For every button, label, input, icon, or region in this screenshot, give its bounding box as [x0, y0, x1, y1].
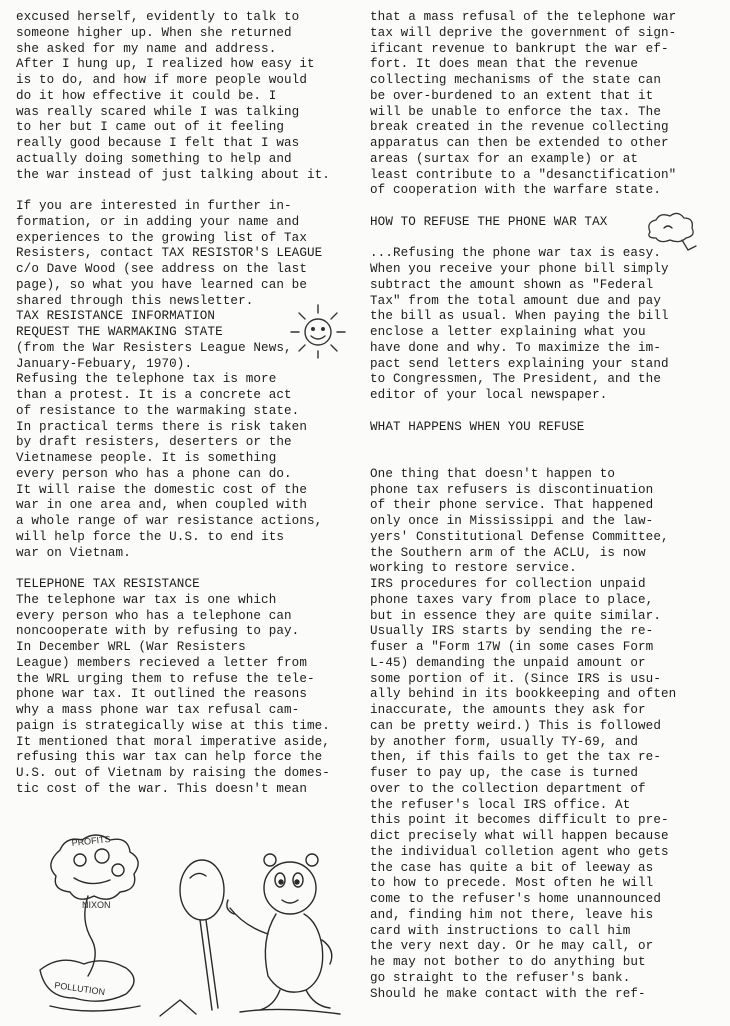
text-line: he may not bother to do anything but	[370, 955, 646, 969]
text-line: paign is strategically wise at this time.	[16, 718, 330, 733]
text-line: every person who has a telephone can	[16, 608, 292, 623]
text-line: every person who has a phone can do.	[16, 466, 292, 481]
text-line: Tax" from the total amount due and pay	[370, 293, 661, 308]
text-line: ...Refusing the phone war tax is easy.	[370, 246, 661, 261]
text-line: by another form, usually TY-69, and	[370, 734, 639, 749]
text-line: she asked for my name and address.	[16, 41, 277, 56]
text-line: U.S. out of Vietnam by raising the domes-	[16, 766, 330, 780]
text-line: the individual colletion agent who gets	[370, 844, 669, 859]
right-column	[370, 10, 722, 1002]
text-line: working to restore service.	[370, 561, 577, 576]
text-line: the case has quite a bit of leeway as	[370, 860, 654, 875]
cartoon-word-profits: PROFITS	[71, 833, 112, 848]
text-line: actually doing something to help and	[16, 151, 292, 166]
text-line: subtract the amount shown as "Federal	[370, 277, 654, 292]
text-line: In practical terms there is risk taken	[16, 419, 307, 434]
text-line: WHAT HAPPENS WHEN YOU REFUSE	[370, 419, 585, 434]
text-line: excused herself, evidently to talk to	[16, 10, 300, 24]
text-line: refusing this war tax can help force the	[16, 750, 323, 765]
text-line: have done and why. To maximize the im-	[370, 340, 661, 355]
text-line: war on Vietnam.	[16, 545, 131, 560]
text-line: pact send letters explaining your stand	[370, 356, 669, 371]
text-line: only once in Mississippi and the law-	[370, 514, 654, 528]
text-line: If you are interested in further in-	[16, 199, 292, 213]
text-line: the bill as usual. When paying the bill	[370, 309, 669, 324]
text-line: be over-burdened to an extent that it	[370, 88, 654, 103]
text-line: ificant revenue to bankrupt the war ef-	[370, 41, 669, 56]
text-line	[16, 183, 366, 199]
text-line: of resistance to the warmaking state.	[16, 403, 300, 418]
text-line: After I hung up, I realized how easy it	[16, 57, 315, 72]
text-line: Resisters, contact TAX RESISTOR'S LEAGUE	[16, 246, 323, 261]
text-line: was really scared while I was talking	[16, 104, 300, 119]
text-line: IRS procedures for collection unpaid	[370, 577, 646, 591]
text-line: Refusing the telephone tax is more	[16, 372, 277, 387]
text-line: really good because I felt that I was	[16, 136, 300, 150]
text-line: the very next day. Or he may call, or	[370, 939, 654, 954]
text-line: When you receive your phone bill simply	[370, 262, 669, 276]
cartoon-word-pollution: POLLUTION	[53, 980, 106, 998]
text-line: go straight to the refuser's bank.	[370, 970, 631, 985]
text-line: tic cost of the war. This doesn't mean	[16, 781, 307, 796]
text-line: by draft resisters, deserters or the	[16, 435, 292, 450]
text-line: HOW TO REFUSE THE PHONE WAR TAX	[370, 214, 608, 229]
left-column	[16, 10, 366, 798]
text-line: The telephone war tax is one which	[16, 592, 277, 607]
text-line: to Congressmen, The President, and the	[370, 372, 661, 387]
text-line: areas (surtax for an example) or at	[370, 151, 639, 166]
text-line: formation, or in adding your name and	[16, 214, 300, 229]
text-line: some portion of it. (Since IRS is usu-	[370, 671, 661, 686]
text-line: phone taxes vary from place to place,	[370, 592, 654, 607]
text-line: fuser a "Form 17W (in some cases Form	[370, 640, 654, 654]
text-line: of cooperation with the warfare state.	[370, 183, 661, 198]
text-line: can be pretty weird.) This is followed	[370, 718, 661, 733]
text-line: over to the collection department of	[370, 781, 646, 796]
cloud-doodle-icon	[642, 210, 702, 254]
text-line: January-Febuary, 1970).	[16, 356, 193, 371]
text-line: shared through this newsletter.	[16, 293, 254, 308]
text-line	[16, 561, 366, 577]
text-line: Should he make contact with the ref-	[370, 986, 646, 1001]
text-line: League) members recieved a letter from	[16, 655, 307, 670]
text-line: In December WRL (War Resisters	[16, 640, 246, 654]
text-line: It will raise the domestic cost of the	[16, 482, 307, 497]
text-line: the Southern arm of the ACLU, is now	[370, 545, 646, 560]
text-line: phone tax refusers is discontinuation	[370, 482, 654, 497]
cartoon-word-nixon: NIXON	[82, 900, 111, 910]
text-line: do it how effective it could be. I	[16, 88, 277, 103]
text-line	[370, 404, 722, 420]
text-line: the refuser's local IRS office. At	[370, 797, 631, 812]
text-line: least contribute to a "desanctification"	[370, 167, 677, 182]
text-line: TAX RESISTANCE INFORMATION	[16, 309, 216, 324]
text-line: ally behind in its bookkeeping and often	[370, 687, 677, 702]
text-line: than a protest. It is a concrete act	[16, 388, 292, 402]
text-line: is to do, and how if more people would	[16, 73, 307, 87]
text-line: phone war tax. It outlined the reasons	[16, 687, 307, 702]
text-line: this point it becomes difficult to pre-	[370, 813, 669, 828]
sun-doodle-icon	[288, 300, 348, 360]
text-line: dict precisely what will happen because	[370, 829, 669, 843]
text-line: TELEPHONE TAX RESISTANCE	[16, 577, 200, 591]
text-line: One thing that doesn't happen to	[370, 466, 616, 481]
text-line: to her but I came out of it feeling	[16, 120, 285, 135]
text-line: to how to precede. Most often he will	[370, 876, 654, 891]
text-line: inaccurate, the amounts they ask for	[370, 703, 646, 717]
text-line: (from the War Resisters League News,	[16, 340, 292, 355]
text-line: war in one area and, when coupled with	[16, 498, 307, 513]
text-line: then, if this fails to get the tax re-	[370, 750, 661, 765]
text-line: the WRL urging them to refuse the tele-	[16, 671, 315, 686]
text-line: REQUEST THE WARMAKING STATE	[16, 325, 223, 339]
text-line: that a mass refusal of the telephone war	[370, 10, 677, 24]
text-line: It mentioned that moral imperative aside,	[16, 734, 330, 749]
text-line: someone higher up. When she returned	[16, 25, 292, 40]
text-line	[370, 451, 722, 467]
text-line: Vietnamese people. It is something	[16, 451, 277, 465]
text-line	[370, 435, 722, 451]
text-line: of their phone service. That happened	[370, 498, 654, 513]
cartoon-illustration	[30, 830, 350, 1020]
text-line: but in essence they are quite similar.	[370, 608, 661, 623]
text-line: break created in the revenue collecting	[370, 120, 669, 135]
text-line: why a mass phone war tax refusal cam-	[16, 703, 300, 717]
text-line: fuser to pay up, the case is turned	[370, 766, 639, 780]
text-line: will help force the U.S. to end its	[16, 529, 285, 544]
text-line: yers' Constitutional Defense Committee,	[370, 529, 669, 544]
text-line: tax will deprive the government of sign-	[370, 25, 677, 40]
text-line: collecting mechanisms of the state can	[370, 73, 661, 87]
text-line: L-45) demanding the unpaid amount or	[370, 655, 646, 670]
text-line: a whole range of war resistance actions,	[16, 514, 323, 528]
text-line: noncooperate with by refusing to pay.	[16, 624, 300, 639]
text-line: experiences to the growing list of Tax	[16, 230, 307, 245]
text-line: will be unable to enforce the tax. The	[370, 104, 661, 119]
text-line: apparatus can then be extended to other	[370, 136, 669, 150]
text-line: the war instead of just talking about it.	[16, 167, 330, 182]
text-line: card with instructions to call him	[370, 923, 631, 938]
text-line: enclose a letter explaining what you	[370, 325, 646, 339]
text-line: page), so what you have learned can be	[16, 277, 307, 292]
text-line: editor of your local newspaper.	[370, 388, 608, 402]
text-line: fort. It does mean that the revenue	[370, 57, 639, 72]
text-line: c/o Dave Wood (see address on the last	[16, 262, 307, 276]
text-line: Usually IRS starts by sending the re-	[370, 624, 654, 639]
text-line: come to the refuser's home unannounced	[370, 892, 661, 906]
text-line: and, finding him not there, leave his	[370, 907, 654, 922]
